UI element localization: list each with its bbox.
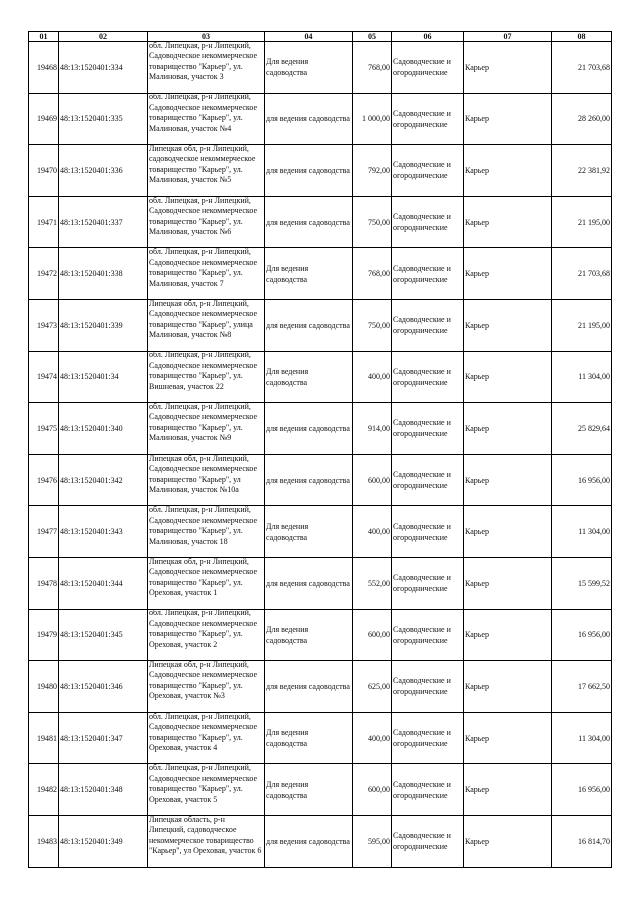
table-row bbox=[29, 557, 612, 609]
record-number: 19477 bbox=[29, 506, 59, 558]
settlement-name-cell: Карьер bbox=[464, 93, 552, 145]
address-text: обл. Липецкая, р-н Липецкий, Садоводческое некоммерческое товарищество "Карьер", ул. Вишневая, участок 22 bbox=[149, 351, 258, 391]
settlement-name-cell: Карьер bbox=[464, 248, 552, 300]
area-cell: 750,00 bbox=[353, 299, 392, 351]
table-row bbox=[29, 145, 612, 197]
address-cell bbox=[148, 403, 265, 455]
address-cell bbox=[148, 248, 265, 300]
settlement-name-cell: Карьер bbox=[464, 661, 552, 713]
land-category-cell: Садоводческие и огороднические bbox=[392, 557, 464, 609]
column-header: 05 bbox=[353, 32, 392, 42]
record-number: 19469 bbox=[29, 93, 59, 145]
land-category-cell: Садоводческие и огороднические bbox=[392, 661, 464, 713]
permitted-use-cell: Для ведения садоводства bbox=[265, 712, 353, 764]
cadastral-value-cell: 11 304,00 bbox=[552, 351, 612, 403]
cadastral-value-cell: 25 829,64 bbox=[552, 403, 612, 455]
area-cell: 595,00 bbox=[353, 815, 392, 867]
record-number: 19481 bbox=[29, 712, 59, 764]
cadastral-value-cell: 16 956,00 bbox=[552, 454, 612, 506]
address-cell bbox=[148, 712, 265, 764]
address-cell bbox=[148, 196, 265, 248]
table-row bbox=[29, 712, 612, 764]
permitted-use-cell: для ведения садоводства bbox=[265, 299, 353, 351]
settlement-name-cell: Карьер bbox=[464, 764, 552, 816]
cadastral-value-cell: 16 956,00 bbox=[552, 764, 612, 816]
cadastral-number: 48:13:1520401:340 bbox=[59, 403, 148, 455]
permitted-use-cell: Для ведения садоводства bbox=[265, 248, 353, 300]
area-cell: 400,00 bbox=[353, 351, 392, 403]
address-cell bbox=[148, 506, 265, 558]
table-row bbox=[29, 248, 612, 300]
area-cell: 792,00 bbox=[353, 145, 392, 197]
permitted-use-cell: для ведения садоводства bbox=[265, 815, 353, 867]
settlement-name-cell: Карьер bbox=[464, 557, 552, 609]
cadastral-value-cell: 21 195,00 bbox=[552, 299, 612, 351]
cadastral-value-cell: 21 195,00 bbox=[552, 196, 612, 248]
land-category-cell: Садоводческие и огороднические bbox=[392, 351, 464, 403]
land-category-cell: Садоводческие и огороднические bbox=[392, 764, 464, 816]
land-category-cell: Садоводческие и огороднические bbox=[392, 248, 464, 300]
address-cell bbox=[148, 454, 265, 506]
settlement-name-cell: Карьер bbox=[464, 506, 552, 558]
permitted-use-cell: Для ведения садоводства bbox=[265, 42, 353, 94]
cadastral-number: 48:13:1520401:346 bbox=[59, 661, 148, 713]
area-cell: 914,00 bbox=[353, 403, 392, 455]
cadastral-number: 48:13:1520401:347 bbox=[59, 712, 148, 764]
area-cell: 600,00 bbox=[353, 609, 392, 661]
settlement-name-cell: Карьер bbox=[464, 403, 552, 455]
permitted-use-cell: Для ведения садоводства bbox=[265, 609, 353, 661]
cadastral-value-cell: 28 260,00 bbox=[552, 93, 612, 145]
column-header: 03 bbox=[148, 32, 265, 42]
address-cell bbox=[148, 609, 265, 661]
record-number: 19478 bbox=[29, 557, 59, 609]
address-cell bbox=[148, 815, 265, 867]
permitted-use-cell: Для ведения садоводства bbox=[265, 351, 353, 403]
cadastral-number: 48:13:1520401:349 bbox=[59, 815, 148, 867]
column-header: 08 bbox=[552, 32, 612, 42]
column-header: 02 bbox=[59, 32, 148, 42]
land-category-cell: Садоводческие и огороднические bbox=[392, 299, 464, 351]
cadastral-value-cell: 21 703,68 bbox=[552, 42, 612, 94]
permitted-use-cell: Для ведения садоводства bbox=[265, 506, 353, 558]
record-number: 19476 bbox=[29, 454, 59, 506]
cadastral-value-cell: 15 599,52 bbox=[552, 557, 612, 609]
cadastral-number: 48:13:1520401:345 bbox=[59, 609, 148, 661]
record-number: 19468 bbox=[29, 42, 59, 94]
address-text: обл. Липецкая, р-н Липецкий, Садоводческое некоммерческое товарищество "Карьер", ул. Ореховая, участок 5 bbox=[149, 763, 258, 804]
cadastral-value-cell: 17 662,50 bbox=[552, 661, 612, 713]
area-cell: 600,00 bbox=[353, 764, 392, 816]
cadastral-value-cell: 11 304,00 bbox=[552, 506, 612, 558]
column-header: 07 bbox=[464, 32, 552, 42]
record-number: 19480 bbox=[29, 661, 59, 713]
address-text: обл. Липецкая, р-н Липецкий, Садоводческое некоммерческое товарищество "Карьер", ул. Малиновая, участок №6 bbox=[149, 196, 258, 237]
area-cell: 400,00 bbox=[353, 712, 392, 764]
header-row bbox=[29, 32, 612, 42]
cadastral-number: 48:13:1520401:34 bbox=[59, 351, 148, 403]
address-cell bbox=[148, 42, 265, 94]
address-text: Липецкая область, р-н Липецкий, садоводческое некоммерческое товарищество "Карьер", ул Ореховая, участок 6 bbox=[149, 815, 262, 856]
area-cell: 750,00 bbox=[353, 196, 392, 248]
settlement-name-cell: Карьер bbox=[464, 299, 552, 351]
table-row bbox=[29, 93, 612, 145]
address-text: обл. Липецкая, р-н Липецкий, Садоводческое некоммерческое товарищество "Карьер", ул. Малиновая, участок 18 bbox=[149, 505, 258, 546]
cadastral-value-cell: 11 304,00 bbox=[552, 712, 612, 764]
cadastral-number: 48:13:1520401:336 bbox=[59, 145, 148, 197]
land-category-cell: Садоводческие и огороднические bbox=[392, 196, 464, 248]
settlement-name-cell: Карьер bbox=[464, 42, 552, 94]
land-category-cell: Садоводческие и огороднические bbox=[392, 815, 464, 867]
permitted-use-cell: для ведения садоводства bbox=[265, 145, 353, 197]
table-row bbox=[29, 506, 612, 558]
table-row bbox=[29, 42, 612, 94]
settlement-name-cell: Карьер bbox=[464, 609, 552, 661]
permitted-use-cell: для ведения садоводства bbox=[265, 454, 353, 506]
column-header: 01 bbox=[29, 32, 59, 42]
table-row bbox=[29, 351, 612, 403]
table-row bbox=[29, 661, 612, 713]
table-row bbox=[29, 454, 612, 506]
column-header: 04 bbox=[265, 32, 353, 42]
record-number: 19474 bbox=[29, 351, 59, 403]
cadastral-number: 48:13:1520401:335 bbox=[59, 93, 148, 145]
address-text: Липецкая обл, р-н Липецкий, Садоводческое некоммерческое товарищество "Карьер", ул. Ореховая, участок №3 bbox=[149, 660, 258, 701]
cadastral-value-cell: 16 814,70 bbox=[552, 815, 612, 867]
land-category-cell: Садоводческие и огороднические bbox=[392, 403, 464, 455]
address-cell bbox=[148, 351, 265, 403]
column-header: 06 bbox=[392, 32, 464, 42]
address-cell bbox=[148, 93, 265, 145]
area-cell: 1 000,00 bbox=[353, 93, 392, 145]
address-text: обл. Липецкая, р-н Липецкий, Садоводческое некоммерческое товарищество "Карьер", ул. Малиновая, участок №4 bbox=[149, 93, 258, 133]
record-number: 19483 bbox=[29, 815, 59, 867]
cadastral-register-table bbox=[28, 31, 612, 868]
address-cell bbox=[148, 764, 265, 816]
land-category-cell: Садоводческие и огороднические bbox=[392, 712, 464, 764]
cadastral-number: 48:13:1520401:342 bbox=[59, 454, 148, 506]
table-row bbox=[29, 815, 612, 867]
cadastral-number: 48:13:1520401:337 bbox=[59, 196, 148, 248]
cadastral-number: 48:13:1520401:338 bbox=[59, 248, 148, 300]
cadastral-value-cell: 22 381,92 bbox=[552, 145, 612, 197]
settlement-name-cell: Карьер bbox=[464, 712, 552, 764]
record-number: 19482 bbox=[29, 764, 59, 816]
address-text: обл. Липецкая, р-н Липецкий, Садоводческое некоммерческое товарищество "Карьер", ул. Ореховая, участок 4 bbox=[149, 712, 258, 753]
permitted-use-cell: Для ведения садоводства bbox=[265, 764, 353, 816]
settlement-name-cell: Карьер bbox=[464, 145, 552, 197]
address-text: обл. Липецкая, р-н Липецкий, Садоводческое некоммерческое товарищество "Карьер", ул. Ореховая, участок 2 bbox=[149, 609, 258, 649]
cadastral-number: 48:13:1520401:343 bbox=[59, 506, 148, 558]
address-text: обл. Липецкая, р-н Липецкий, Садоводческое некоммерческое товарищество "Карьер", ул. Малиновая, участок 7 bbox=[149, 247, 258, 288]
settlement-name-cell: Карьер bbox=[464, 454, 552, 506]
address-text: Липецкая обл, р-н Липецкий, Садоводческое некоммерческое товарищество "Карьер", ул Малиновая, участок №10а bbox=[149, 454, 258, 495]
permitted-use-cell: для ведения садоводства bbox=[265, 403, 353, 455]
area-cell: 552,00 bbox=[353, 557, 392, 609]
record-number: 19479 bbox=[29, 609, 59, 661]
land-category-cell: Садоводческие и огороднические bbox=[392, 454, 464, 506]
cadastral-number: 48:13:1520401:348 bbox=[59, 764, 148, 816]
cadastral-number: 48:13:1520401:344 bbox=[59, 557, 148, 609]
cadastral-value-cell: 21 703,68 bbox=[552, 248, 612, 300]
cadastral-value-cell: 16 956,00 bbox=[552, 609, 612, 661]
land-category-cell: Садоводческие и огороднические bbox=[392, 609, 464, 661]
record-number: 19475 bbox=[29, 403, 59, 455]
table-row bbox=[29, 403, 612, 455]
land-category-cell: Садоводческие и огороднические bbox=[392, 506, 464, 558]
record-number: 19470 bbox=[29, 145, 59, 197]
land-category-cell: Садоводческие и огороднические bbox=[392, 145, 464, 197]
area-cell: 768,00 bbox=[353, 248, 392, 300]
address-text: Липецкая обл, р-н Липецкий, садоводческое некоммерческое товарищество "Карьер", ул. Малиновая, участок №5 bbox=[149, 144, 256, 185]
address-cell bbox=[148, 557, 265, 609]
area-cell: 600,00 bbox=[353, 454, 392, 506]
permitted-use-cell: для ведения садоводства bbox=[265, 93, 353, 145]
land-category-cell: Садоводческие и огороднические bbox=[392, 93, 464, 145]
address-cell bbox=[148, 145, 265, 197]
address-text: обл. Липецкая, р-н Липецкий, Садоводческое некоммерческое товарищество "Карьер", ул. Малиновая, участок №9 bbox=[149, 402, 258, 443]
permitted-use-cell: для ведения садоводства bbox=[265, 196, 353, 248]
record-number: 19471 bbox=[29, 196, 59, 248]
address-cell bbox=[148, 299, 265, 351]
record-number: 19473 bbox=[29, 299, 59, 351]
address-text: обл. Липецкая, р-н Липецкий, Садоводческое некоммерческое товарищество "Карьер", ул. Малиновая, участок 3 bbox=[149, 41, 258, 82]
table-row bbox=[29, 196, 612, 248]
area-cell: 400,00 bbox=[353, 506, 392, 558]
table-row bbox=[29, 609, 612, 661]
record-number: 19472 bbox=[29, 248, 59, 300]
permitted-use-cell: для ведения садоводства bbox=[265, 661, 353, 713]
table-row bbox=[29, 764, 612, 816]
permitted-use-cell: для ведения садоводства bbox=[265, 557, 353, 609]
land-category-cell: Садоводческие и огороднические bbox=[392, 42, 464, 94]
cadastral-number: 48:13:1520401:334 bbox=[59, 42, 148, 94]
settlement-name-cell: Карьер bbox=[464, 196, 552, 248]
address-cell bbox=[148, 661, 265, 713]
settlement-name-cell: Карьер bbox=[464, 351, 552, 403]
area-cell: 768,00 bbox=[353, 42, 392, 94]
area-cell: 625,00 bbox=[353, 661, 392, 713]
settlement-name-cell: Карьер bbox=[464, 815, 552, 867]
table-row bbox=[29, 299, 612, 351]
address-text: Липецкая обл, р-н Липецкий, Садоводческое некоммерческое товарищество "Карьер", улица Малиновая, участок №8 bbox=[149, 299, 258, 340]
cadastral-number: 48:13:1520401:339 bbox=[59, 299, 148, 351]
address-text: Липецкая обл, р-н Липецкий, Садоводческое некоммерческое товарищество "Карьер", ул. Ореховая, участок 1 bbox=[149, 557, 258, 598]
